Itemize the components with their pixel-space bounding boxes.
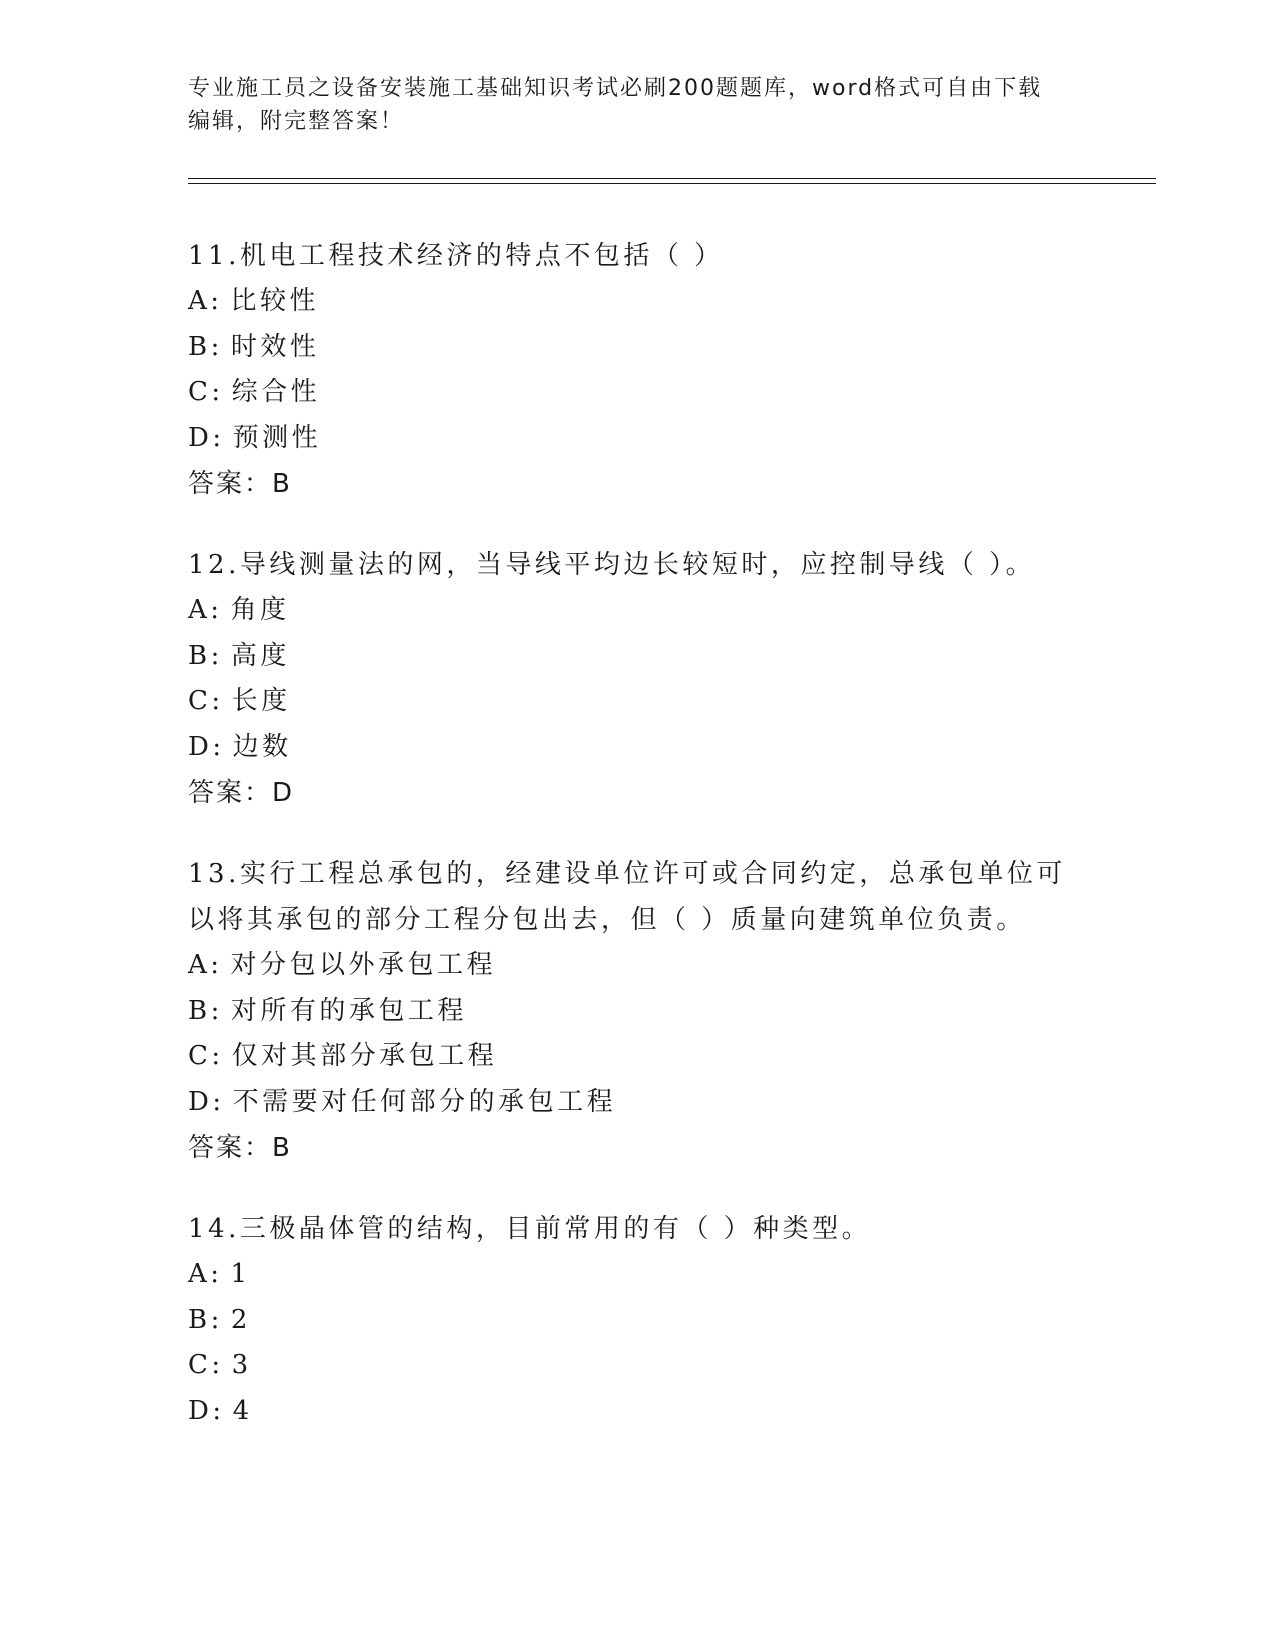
option-text: 对分包以外承包工程 — [230, 950, 497, 980]
option-text: 仅对其部分承包工程 — [231, 1041, 498, 1071]
option-c — [188, 1034, 1088, 1080]
question-stem: 11.机电工程技术经济的特点不包括（ ） — [188, 241, 724, 271]
option-letter: B: — [188, 1304, 223, 1335]
question-item — [188, 851, 1088, 1171]
option-b — [188, 1298, 1088, 1344]
option-text: 高度 — [230, 640, 290, 671]
option-text: 比较性 — [230, 286, 320, 316]
option-letter: C: — [188, 686, 224, 716]
option-c — [188, 370, 1088, 416]
answer-line: 答案：B — [188, 469, 292, 499]
option-letter: D: — [188, 731, 225, 762]
header-title-line-1: 专业施工员之设备安装施工基础知识考试必刷200题题库，word格式可自由下载 — [188, 76, 1043, 101]
option-text: 预测性 — [232, 422, 322, 453]
option-a — [188, 1252, 1088, 1298]
option-letter: A: — [188, 286, 223, 316]
option-b — [188, 325, 1088, 371]
option-d — [188, 416, 1088, 462]
question-list — [188, 233, 1088, 1469]
option-letter: C: — [188, 1350, 224, 1380]
option-text: 综合性 — [231, 377, 321, 407]
option-letter: B: — [188, 995, 223, 1026]
question-stem: 12.导线测量法的网，当导线平均边长较短时，应控制导线（ ）。 — [188, 550, 1036, 580]
option-letter: D: — [188, 1395, 225, 1426]
option-a — [188, 943, 1088, 989]
question-item — [188, 1206, 1088, 1434]
option-text: 边数 — [232, 731, 292, 762]
document-header — [188, 72, 1068, 138]
option-letter: C: — [188, 377, 224, 407]
option-text: 角度 — [230, 595, 290, 625]
option-text: 长度 — [231, 686, 291, 716]
option-c — [188, 679, 1088, 725]
question-stem: 14.三极晶体管的结构，目前常用的有（ ）种类型。 — [188, 1214, 872, 1244]
option-b — [188, 989, 1088, 1035]
option-letter: A: — [188, 950, 223, 980]
question-item — [188, 233, 1088, 507]
option-letter: D: — [188, 422, 225, 453]
option-letter: C: — [188, 1041, 224, 1071]
header-divider-bottom — [188, 183, 1156, 184]
option-letter: D: — [188, 1086, 225, 1117]
option-text: 2 — [230, 1304, 251, 1335]
answer-line: 答案：B — [188, 1133, 292, 1163]
option-text: 不需要对任何部分的承包工程 — [232, 1086, 617, 1117]
header-divider-top — [188, 178, 1156, 179]
option-letter: B: — [188, 331, 223, 362]
question-stem: 13.实行工程总承包的，经建设单位许可或合同约定，总承包单位可以将其承包的部分工程分包出去，但（ ）质量向建筑单位负责。 — [188, 859, 1066, 935]
option-text: 对所有的承包工程 — [230, 995, 467, 1026]
answer-line: 答案：D — [188, 778, 295, 808]
option-text: 时效性 — [230, 331, 320, 362]
option-c — [188, 1343, 1088, 1389]
option-d — [188, 1080, 1088, 1126]
option-letter: B: — [188, 640, 223, 671]
option-text: 4 — [232, 1395, 253, 1426]
option-b — [188, 634, 1088, 680]
option-d — [188, 1389, 1088, 1435]
option-letter: A: — [188, 1259, 223, 1289]
option-d — [188, 725, 1088, 771]
option-a — [188, 588, 1088, 634]
option-letter: A: — [188, 595, 223, 625]
option-a — [188, 279, 1088, 325]
question-item — [188, 542, 1088, 816]
option-text: 1 — [230, 1259, 251, 1289]
option-text: 3 — [231, 1350, 252, 1380]
header-title-line-2: 编辑，附完整答案！ — [188, 109, 405, 134]
